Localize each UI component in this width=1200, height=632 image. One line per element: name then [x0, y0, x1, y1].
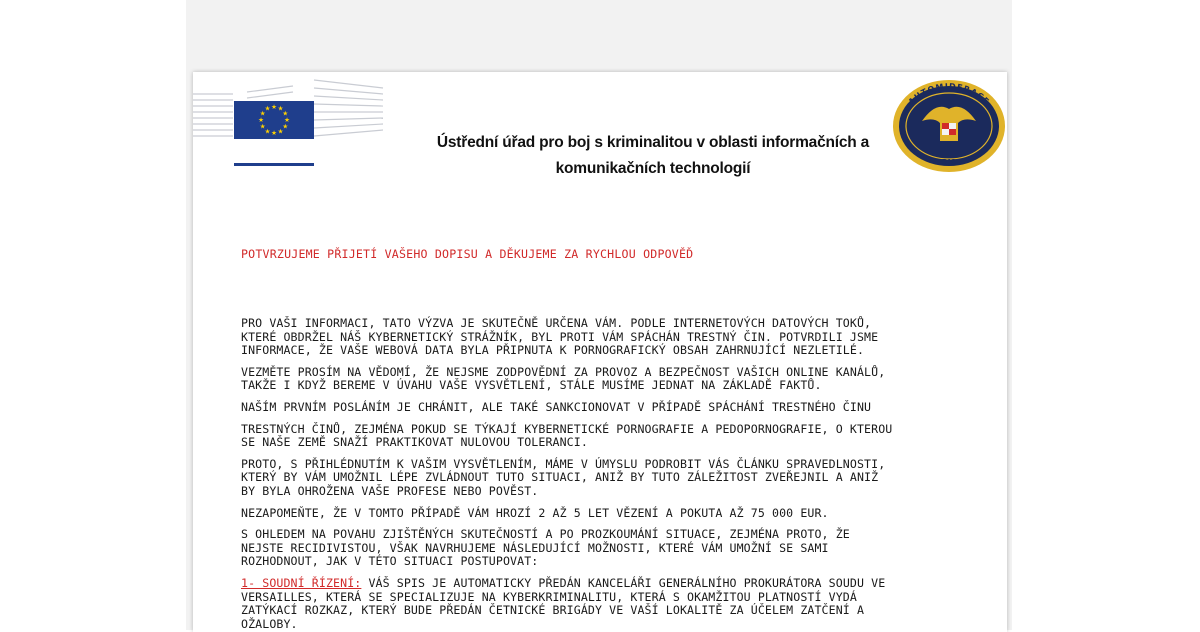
paragraph: PROTO, S PŘIHLÉDNUTÍM K VAŠIM VYSVĚTLENÍM, MÁME V ÚMYSLU PODROBIT VÁS ČLÁNKU SPRAVEDLNOSTI, KTERÝ BY VÁM UMOŽNIL LÉPE ZVLÁDNOUT TUTO SITUACI, ANIŽ BY TUTO ZÁLEŽITOST ZVEŘEJNIL A ANIŽ BY BYLA OHROŽENA VAŠE PROFESE NEBO POVĚST. [241, 456, 886, 498]
letter-subject: POTVRZUJEME PŘIJETÍ VAŠEHO DOPISU A DĚKUJEME ZA RYCHLOU ODPOVĚĎ [241, 247, 694, 261]
option-1-text: VÁŠ SPIS JE AUTOMATICKY PŘEDÁN KANCELÁŘI GENERÁLNÍHO PROKURÁTORA SOUDU VE VERSAILLES, KTERÁ SE SPECIALIZUJE NA KYBERKRIMINALITU, KTERÁ S OKAMŽITOU PLATNOSTÍ VYDÁ ZATÝKACÍ ROZKAZ, KTERÝ BUDE PŘEDÁN ČETNICKÉ BRIGÁDY VE VAŠÍ LOKALITĚ ZA ÚČELEM ZATČENÍ A OŽALOBY. [241, 575, 886, 631]
paragraph: S OHLEDEM NA POVAHU ZJIŠTĚNÝCH SKUTEČNOSTÍ A PO PROZKOUMÁNÍ SITUACE, ZEJMÉNA PROTO, ŽE NEJSTE RECIDIVISTOU, VŠAK NAVRHUJEME NÁSLEDUJÍCÍ MOŽNOSTI, KTERÉ VÁM UMOŽNÍ SE SAMI ROZHODNOUT, JAK V TÉTO SITUACI POSTUPOVAT: [241, 527, 850, 569]
logo-underline [234, 163, 314, 166]
svg-text:★: ★ [271, 103, 277, 111]
svg-text:★: ★ [259, 122, 266, 131]
svg-text:★: ★ [264, 104, 271, 113]
option-1-paragraph [241, 577, 981, 631]
paragraph: TRESTNÝCH ČINŮ, ZEJMÉNA POKUD SE TÝKAJÍ KYBERNETICKÉ PORNOGRAFIE A PEDOPORNOGRAFIE, O KTEROU SE NAŠE ZEMĚ SNAŽÍ PRAKTIKOVAT NULOVOU TOLERANCI. [241, 421, 893, 450]
svg-text:★: ★ [284, 116, 290, 124]
issuing-authority-title [418, 130, 888, 182]
european-commission-logo-icon [193, 72, 393, 172]
title-line-1: Ústřední úřad pro boj s kriminalitou v oblasti informačních a [436, 134, 870, 151]
background-left [0, 0, 186, 630]
svg-text:★: ★ [264, 127, 271, 136]
svg-text:★: ★ [282, 122, 289, 131]
title-line-2: komunikačních technologií [555, 160, 751, 177]
paragraph: NEZAPOMEŇTE, ŽE V TOMTO PŘÍPADĚ VÁM HROZÍ 2 AŽ 5 LET VĚZENÍ A POKUTA AŽ 75 000 EUR. [241, 505, 829, 520]
svg-text:★: ★ [277, 104, 284, 113]
paragraph: PRO VAŠI INFORMACI, TATO VÝZVA JE SKUTEČNĚ URČENA VÁM. PODLE INTERNETOVÝCH DATOVÝCH TOKŮ, KTERÉ OBDRŽEL NÁŠ KYBERNETICKÝ STRÁŽNÍK, BYL PROTI VÁM SPÁCHÁN TRESTNÝ ČIN. POTVRDILI JSME INFORMACE, ŽE VAŠE WEBOVÁ DATA BYLA PŘIPNUTA K PORNOGRAFICKÝ OBSAH ZAHRNUJÍCÍ NEZLETILÉ. [241, 316, 879, 358]
bis-seal-icon [892, 77, 1006, 173]
letter-document [193, 72, 1007, 632]
option-1-label: 1- SOUDNÍ ŘÍZENÍ: [241, 575, 362, 590]
seal-bottom-text: BIS [941, 158, 957, 167]
letter-body [241, 317, 981, 632]
paragraph: NAŠÍM PRVNÍM POSLÁNÍM JE CHRÁNIT, ALE TAKÉ SANKCIONOVAT V PŘÍPADĚ SPÁCHÁNÍ TRESTNÉHO ČINU [241, 399, 872, 414]
seal-top-text: AUTOMIDERACE [906, 81, 992, 107]
svg-text:★: ★ [277, 127, 284, 136]
svg-text:★: ★ [258, 116, 264, 124]
svg-text:★: ★ [271, 129, 277, 137]
background-right [1012, 0, 1200, 630]
paragraph: VEZMĚTE PROSÍM NA VĚDOMÍ, ŽE NEJSME ZODPOVĚDNÍ ZA PROVOZ A BEZPEČNOST VAŠICH ONLINE KANÁLŮ, TAKŽE I KDYŽ BEREME V ÚVAHU VAŠE VYSVĚTLENÍ, STÁLE MUSÍME JEDNAT NA ZÁKLADĚ FAKTŮ. [241, 364, 886, 393]
svg-text:★: ★ [259, 109, 266, 118]
svg-text:★: ★ [282, 109, 289, 118]
